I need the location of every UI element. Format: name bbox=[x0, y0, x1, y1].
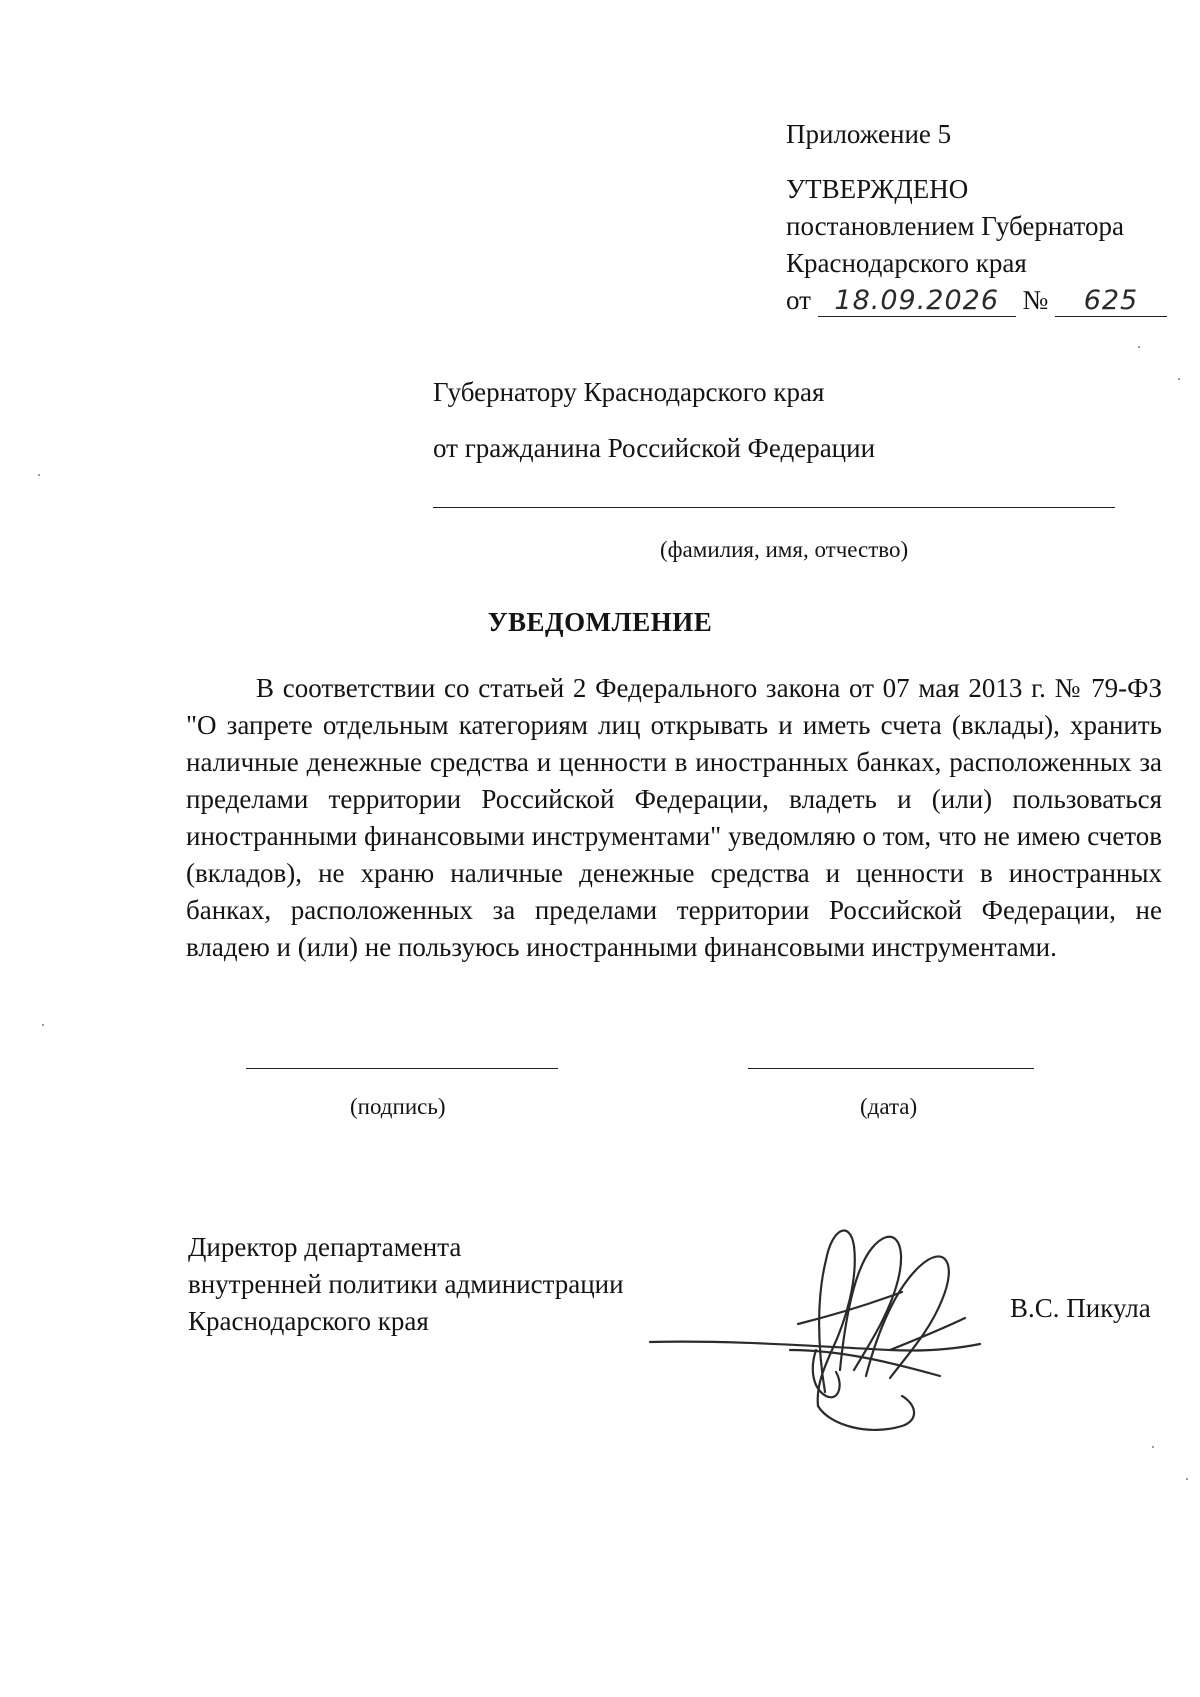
appendix-label: Приложение 5 bbox=[786, 119, 952, 149]
signature-field-line bbox=[246, 1068, 558, 1069]
scan-speck bbox=[1186, 1478, 1188, 1480]
addressee-to: Губернатору Краснодарского края bbox=[433, 377, 825, 407]
scan-speck bbox=[1178, 378, 1180, 380]
date-prefix: от bbox=[786, 285, 811, 315]
scan-speck bbox=[1138, 346, 1140, 348]
approved-label: УТВЕРЖДЕНО bbox=[786, 174, 969, 204]
approval-date: 18.09.2026 bbox=[818, 286, 1016, 317]
signatory-title-line: внутренней политики администрации bbox=[188, 1269, 624, 1299]
handwritten-signature bbox=[640, 1200, 1010, 1460]
notification-body: В соответствии со статьей 2 Федерального закона от 07 мая 2013 г. № 79-ФЗ "О запрете отдельным категориям лиц открывать и иметь счета (вклады), хранить наличные денежные средства и ценности в иностранных банках, расположенных за пределами территории Российской Федерации, владеть и (или) пользоваться иностранными финансовыми инструментами" уведомляю о том, что не имею счетов (вкладов), не храню наличные денежные средства и ценности в иностранных банках, расположенных за пределами территории Российской Федерации, не владею и (или) не пользуюсь иностранными финансовыми инструментами. bbox=[186, 673, 1162, 962]
approval-date-row bbox=[786, 282, 1186, 319]
scan-speck bbox=[1152, 1446, 1154, 1448]
name-field-caption: (фамилия, имя, отчество) bbox=[660, 537, 909, 562]
date-field-line bbox=[748, 1068, 1034, 1069]
scan-speck bbox=[38, 474, 40, 476]
number-sign: № bbox=[1022, 285, 1049, 315]
decree-line: постановлением Губернатора bbox=[786, 211, 1124, 241]
signatory-title bbox=[188, 1229, 708, 1340]
signature-field-caption: (подпись) bbox=[350, 1094, 446, 1119]
approval-number: 625 bbox=[1055, 286, 1167, 317]
signatory-name: В.С. Пикула bbox=[1010, 1293, 1151, 1323]
signatory-title-line: Директор департамента bbox=[188, 1232, 462, 1262]
signatory-title-line: Краснодарского края bbox=[188, 1306, 429, 1336]
region-line: Краснодарского края bbox=[786, 248, 1027, 278]
date-field-caption: (дата) bbox=[860, 1094, 918, 1119]
name-field-line bbox=[433, 507, 1115, 508]
document-title: УВЕДОМЛЕНИЕ bbox=[487, 607, 713, 637]
approval-block bbox=[786, 116, 1186, 319]
addressee-from: от гражданина Российской Федерации bbox=[433, 433, 876, 463]
scan-speck bbox=[42, 1024, 44, 1026]
